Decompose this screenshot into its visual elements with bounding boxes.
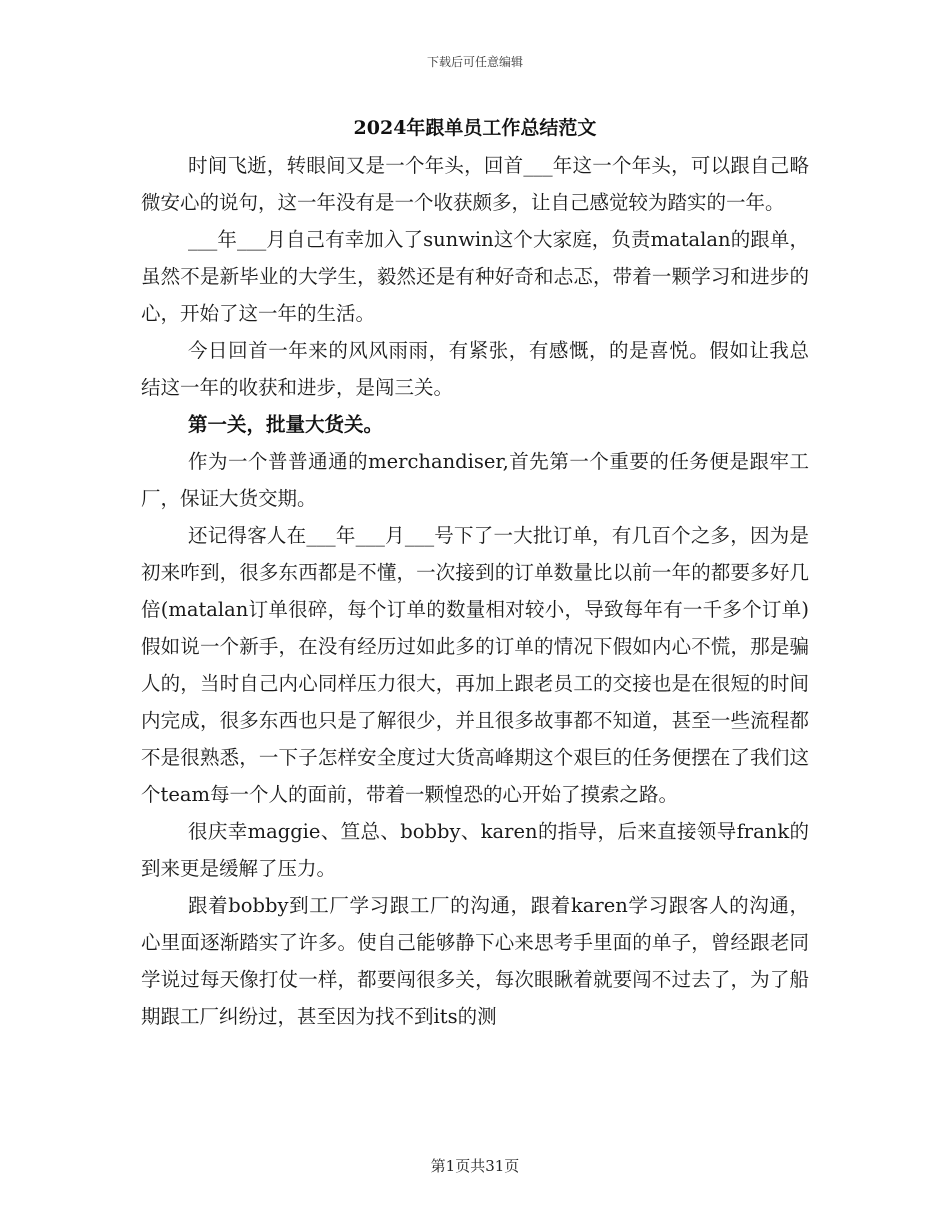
- section-heading-first-pass: 第一关，批量大货关。: [188, 413, 384, 436]
- document-title: 2024年跟单员工作总结范文: [353, 117, 597, 139]
- page-number: 第1页共31页: [430, 1157, 520, 1175]
- paragraph-merchandiser: 作为一个普普通通的merchandiser,首先第一个重要的任务便是跟牢工厂，保证大货交期。: [141, 450, 809, 510]
- paragraph-guidance: 很庆幸maggie、笪总、bobby、karen的指导，后来直接领导frank的到来更是缓解了压力。: [141, 820, 809, 880]
- header-note: 下载后可任意编辑: [426, 55, 523, 69]
- paragraph-review: 今日回首一年来的风风雨雨，有紧张，有感慨，的是喜悦。假如让我总结这一年的收获和进步，是闯三关。: [141, 339, 809, 399]
- paragraph-joining: ___年___月自己有幸加入了sunwin这个大家庭，负责matalan的跟单，虽然不是新毕业的大学生，毅然还是有种好奇和忐忑，带着一颗学习和进步的心，开始了这一年的生活。: [141, 228, 809, 325]
- paragraph-bulk-orders: 还记得客人在___年___月___号下了一大批订单，有几百个之多，因为是初来咋到，很多东西都是不懂，一次接到的订单数量比以前一年的都要多好几倍(matalan订单很碎，每个订单的数量相对较小，导致每年有一千多个订单)假如说一个新手，在没有经历过如此多的订单的情况下假如内心不慌，那是骗人的，当时自己内心同样压力很大，再加上跟老员工的交接也是在很短的时间内完成，很多东西也只是了解很少，并且很多故事都不知道，甚至一些流程都不是很熟悉，一下子怎样安全度过大货高峰期这个艰巨的任务便摆在了我们这个team每一个人的面前，带着一颗惶恐的心开始了摸索之路。: [141, 524, 809, 806]
- paragraph-learning: 跟着bobby到工厂学习跟工厂的沟通，跟着karen学习跟客人的沟通，心里面逐渐踏实了许多。使自己能够静下心来思考手里面的单子，曾经跟老同学说过每天像打仗一样，都要闯很多关，每次眼瞅着就要闯不过去了，为了船期跟工厂纠纷过，甚至因为找不到its的测: [141, 894, 809, 1028]
- document-body: [141, 147, 809, 1035]
- paragraph-intro: 时间飞逝，转眼间又是一个年头，回首___年这一个年头，可以跟自己略微安心的说句，这一年没有是一个收获颇多，让自己感觉较为踏实的一年。: [141, 154, 809, 214]
